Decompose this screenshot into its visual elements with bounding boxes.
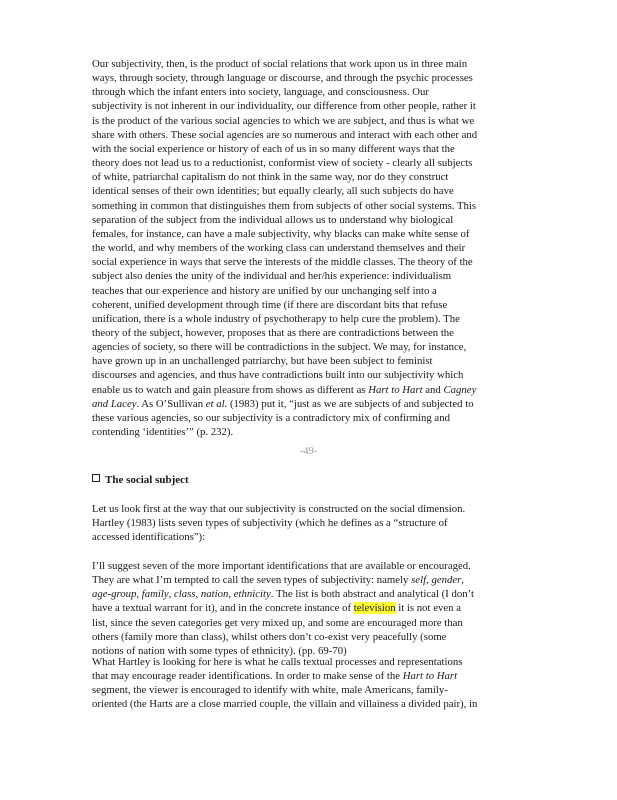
text-line: of white, patriarchal capitalism do not think in the same way, nor do they construct xyxy=(92,171,449,184)
text-line: What Hartley is looking for here is what he calls textual processes and representations xyxy=(92,656,463,668)
text-run: They are what I’m tempted to call the seven types of subjectivity: namely xyxy=(92,574,412,587)
show-title-hart-to-hart: Hart to Hart xyxy=(368,383,423,396)
text-line xyxy=(92,383,532,397)
text-line: identical senses of their own identities; but equally clearly, all such subjects do have xyxy=(92,185,454,198)
text-line: Hartley (1983) lists seven types of subjectivity (which he defines as a “structure of xyxy=(92,517,448,530)
text-line: segment, the viewer is encouraged to identify with white, male Americans, family- xyxy=(92,684,448,697)
text-line: teaches that our experience and history are unified by our unchanging self into a xyxy=(92,284,437,297)
text-line: females, for instance, can have a male subjectivity, why blacks can make white sense of xyxy=(92,227,470,240)
text-line: discourses and agencies, and thus have contradictions built into our subjectivity which xyxy=(92,369,464,382)
citation-et-al: et al. xyxy=(205,397,228,410)
text-run: have a textual warrant for it), and in the concrete instance of xyxy=(92,602,354,615)
text-line: through which the infant enters into society, language, and consciousness. Our xyxy=(92,86,429,99)
text-run: it is not even a xyxy=(395,602,461,615)
section-heading-text: The social subject xyxy=(105,474,189,486)
text-run: . As O’Sullivan xyxy=(136,397,206,410)
text-line xyxy=(92,601,532,615)
text-line: share with others. These social agencies are so numerous and interact with each other and xyxy=(92,128,478,141)
text-line: others (family more than class), whilst others don’t co-exist very peacefully (some xyxy=(92,630,447,643)
text-line: agencies of society, so there will be contradictions in the subject. We may, for instance, xyxy=(92,341,467,354)
text-line: ways, through society, through language or discourse, and through the psychic processes xyxy=(92,72,473,85)
text-run: and xyxy=(422,383,444,396)
text-line xyxy=(92,397,532,411)
paragraph-hartley-analysis xyxy=(92,655,532,712)
text-line: subject also denies the unity of the individual and her/his experience: individualism xyxy=(92,270,452,283)
term-family: family xyxy=(141,588,169,601)
text-line: Let us look first at the way that our subjectivity is constructed on the social dimension. xyxy=(92,503,466,515)
text-line: coherent, unified development through time (if there are discordant bits that refuse xyxy=(92,298,448,311)
text-line: Our subjectivity, then, is the product of social relations that work upon us in three main xyxy=(92,58,468,70)
text-line: theory of the subject, however, proposes that as there are contradictions between the xyxy=(92,326,454,339)
text-line: with the social experience or history of each of us in so many different ways that the xyxy=(92,142,455,155)
text-line: the world, and why members of the working class can understand themselves and their xyxy=(92,242,466,255)
text-line: theory does not lead us to a reductionist, conformist view of society - clearly all subjects xyxy=(92,157,473,170)
term-nation: nation xyxy=(200,588,229,601)
text-line: these various agencies, so our subjectivity is a contradictory mix of confirming and xyxy=(92,411,450,424)
text-line: is the product of the various social agencies to which we are subject, and thus is what we xyxy=(92,114,475,127)
text-line: contending ‘identities’” (p. 232). xyxy=(92,426,234,439)
paragraph-subjectivity xyxy=(92,57,532,439)
show-title-hart-to-hart: Hart to Hart xyxy=(402,670,458,683)
section-heading xyxy=(92,474,189,486)
paragraph-social-subject xyxy=(92,502,532,544)
page-number: -49- xyxy=(299,446,318,457)
text-line: notions of nation with some types of ethnicity). (pp. 69-70) xyxy=(92,644,347,657)
text-run: . The list is both abstract and analytical (I don’t xyxy=(270,588,474,601)
text-line: accessed identifications”): xyxy=(92,531,206,544)
term-ethnicity: ethnicity xyxy=(233,588,271,601)
text-run: enable us to watch and gain pleasure from shows as different as xyxy=(92,383,369,396)
term-class: class xyxy=(174,588,196,601)
show-title-and-lacey: and Lacey xyxy=(92,397,137,410)
text-line: I’ll suggest seven of the more important identifications that are available or encouraged. xyxy=(92,560,471,572)
text-line: unification, there is a whole industry of psychotherapy to help cure the problem). The xyxy=(92,312,460,325)
term-age-group: age-group xyxy=(92,588,137,601)
checkbox-bullet-icon xyxy=(92,474,100,482)
text-run: (1983) put it, “just as we are subjects of and subjected to xyxy=(227,397,474,410)
text-line: oriented (the Harts are a close married couple, the villain and villainess a divided pair), in xyxy=(92,698,478,711)
text-line: They are what I’m tempted to call the seven types of subjectivity: namely self, gender, xyxy=(92,574,464,587)
block-quote-hartley xyxy=(92,559,532,658)
highlighted-term: television xyxy=(353,602,396,615)
text-line: have grown up in an unchallenged patriarchy, but have been subject to feminist xyxy=(92,355,433,368)
text-line: age-group, family, class, nation, ethnicity. The list is both abstract and analytical (I don’t xyxy=(92,588,474,601)
term-gender: gender xyxy=(431,574,462,587)
show-title-cagney: Cagney xyxy=(443,383,477,396)
text-run: that may encourage reader identifications. In order to make sense of the xyxy=(92,670,403,683)
text-line: social experience in ways that serve the interests of the middle classes. The theory of the xyxy=(92,256,473,269)
text-line xyxy=(92,669,532,683)
text-line: separation of the subject from the individual allows us to understand why biological xyxy=(92,213,454,226)
text-line: list, since the seven categories get very mixed up, and some are encouraged more than xyxy=(92,616,463,629)
text-line: subjectivity is not inherent in our individuality, our difference from other people, rather it xyxy=(92,100,476,113)
term-self: self xyxy=(411,574,427,587)
text-line: something in common that distinguishes them from subjects of other social systems. This xyxy=(92,199,477,212)
